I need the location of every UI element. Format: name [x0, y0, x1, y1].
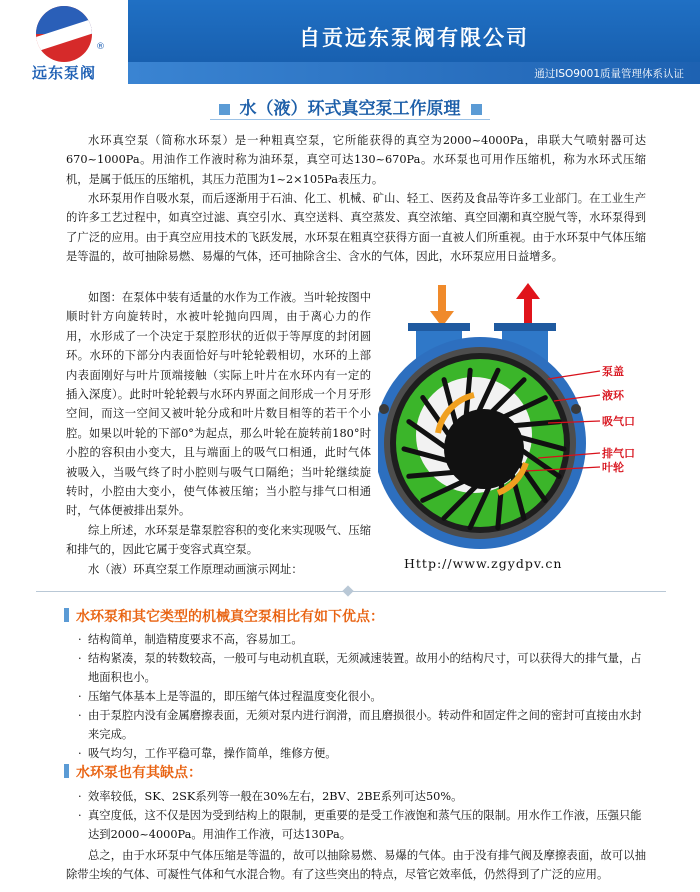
- divider-diamond-icon: [342, 585, 353, 596]
- label-impeller: 叶轮: [602, 461, 624, 474]
- page-title: 水（液）环式真空泵工作原理: [239, 99, 461, 119]
- animation-link-label: 水（液）环真空泵工作原理动画演示网址：: [88, 563, 303, 576]
- list-item: · 真空度低，这不仅是因为受到结构上的限制，更重要的是受工作液饱和蒸气压的限制。用水作工作液，压强只能达到2000~4000Pa。用油作工作液，可达130Pa。: [80, 806, 646, 844]
- intro-paragraph-2: 水环泵用作自吸水泵，而后逐渐用于石油、化工、机械、矿山、轻工、医药及食品等许多工业部门。在工业生产的许多工艺过程中，如真空过滤、真空引水、真空送料、真空蒸发、真空浓缩、真空回潮和真空脱气等，水环泵得到了广泛的应用。由于真空应用技术的飞跃发展，水环泵在粗真空获得方面一直被人们所重视。由于水环泵中气体压缩是等温的，故可抽除易燃、易爆的气体，还可抽除含尘、含水的气体，因此，水环泵应用日益增多。: [66, 192, 646, 264]
- summary-principle-paragraph: 综上所述，水环泵是靠泵腔容积的变化来实现吸气、压缩和排气的，因此它属于变容式真空泵。: [66, 524, 371, 557]
- principle-paragraph: 如图：在泵体中装有适量的水作为工作液。当叶轮按图中顺时针方向旋转时，水被叶轮抛向四周，由于离心力的作用，水形成了一个决定于泵腔形状的近似于等厚度的封闭圆环。水环的下部分内表面恰好与叶轮轮毂相切，水环的上部内表面刚好与叶片顶端接触（实际上叶片在水环内有一定的插入深度）。此时叶轮轮毂与水环内界面之间形成一个月牙形空间，而这一空间又被叶轮分成和叶片数目相等的若干个小腔。如果以叶轮的下部0°为起点，那么叶轮在旋转前180°时小腔的容积由小变大，且与端面上的吸气口相通，此时气体被吸入，当吸气终了时小腔则与吸气口隔绝；当叶轮继续旋转时，小腔由大变小，使气体被压缩；当小腔与排气口相通时，气体便被排出泵外。: [66, 291, 371, 518]
- logo-mark-icon: [36, 6, 92, 62]
- certification-note: 通过ISO9001质量管理体系认证: [534, 68, 684, 80]
- section-marker-icon: [64, 764, 69, 778]
- label-pump-cover: 泵盖: [602, 365, 624, 378]
- logo-text: 远东泵阀: [31, 64, 96, 82]
- logo: [0, 0, 128, 84]
- registered-mark: ®: [96, 42, 105, 52]
- label-discharge-port: 排气口: [602, 447, 635, 460]
- label-suction-port: 吸气口: [602, 415, 635, 428]
- pump-diagram: [378, 283, 688, 573]
- intro-paragraph-1: 水环真空泵（简称水环泵）是一种粗真空泵，它所能获得的真空为2000~4000Pa，串联大气喷射器可达670~1000Pa。用油作工作液时称为油环泵，真空可达130~670Pa。水环泵也可用作压缩机，称为水环式压缩机，是属于低压的压缩机，其压力范围为1~2×105Pa表压力。: [66, 134, 646, 186]
- label-liquid-ring: 液环: [602, 389, 624, 402]
- list-item: · 结构紧凑，泵的转数较高，一般可与电动机直联，无须减速装置。故用小的结构尺寸，可以获得大的排气量，占地面积也小。: [80, 649, 646, 687]
- company-name: 自贡远东泵阀有限公司: [299, 26, 529, 50]
- disadvantages-list: [80, 787, 646, 844]
- animation-url[interactable]: Http://www.zgydpv.cn: [404, 556, 563, 571]
- title-underline: [210, 119, 490, 120]
- outlet-arrow-icon: [516, 283, 540, 327]
- title-square-icon: [219, 104, 230, 115]
- list-item: · 压缩气体基本上是等温的，即压缩气体过程温度变化很小。: [80, 687, 646, 706]
- list-item: · 吸气均匀，工作平稳可靠，操作简单，维修方便。: [80, 744, 646, 763]
- inlet-arrow-icon: [430, 285, 454, 327]
- page-title-block: [0, 94, 700, 119]
- list-item: · 效率较低，SK、2SK系列等一般在30%左右，2BV、2BE系列可达50%。: [80, 787, 646, 806]
- list-item: · 由于泵腔内没有金属磨擦表面，无须对泵内进行润滑，而且磨损很小。转动件和固定件之间的密封可直接由水封来完成。: [80, 706, 646, 744]
- header-banner: [128, 0, 700, 84]
- summary-paragraph: 总之，由于水环泵中气体压缩是等温的，故可以抽除易燃、易爆的气体。由于没有排气阀及摩擦表面，故可以抽除带尘埃的气体、可凝性气体和气水混合物。有了这些突出的特点，尽管它效率低，仍然得到了广泛的应用。: [66, 849, 646, 882]
- advantages-list: [80, 630, 646, 763]
- header: [0, 0, 700, 84]
- title-square-icon: [471, 104, 482, 115]
- section-marker-icon: [64, 608, 69, 622]
- impeller-hub: [444, 409, 524, 489]
- advantages-heading: 水环泵和其它类型的机械真空泵相比有如下优点：: [76, 609, 384, 625]
- disadvantages-heading: 水环泵也有其缺点：: [76, 765, 202, 781]
- list-item: · 结构简单，制造精度要求不高，容易加工。: [80, 630, 646, 649]
